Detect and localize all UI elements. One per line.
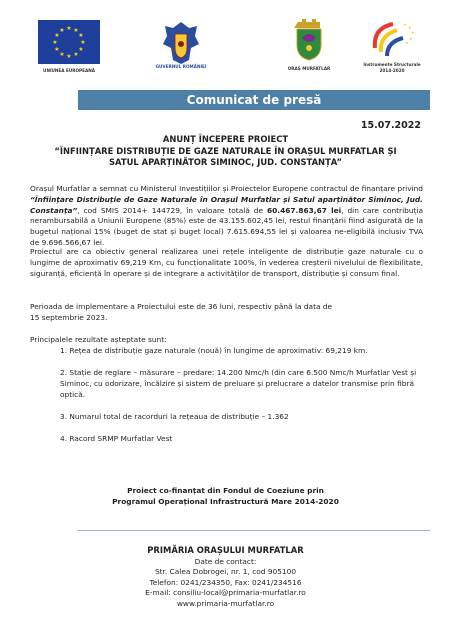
p3-line-1: Perioada de implementare a Proiectului este de 36 luni, respectiv până la data de <box>30 302 333 311</box>
eu-flag-icon <box>38 20 100 64</box>
footer-divider <box>78 530 430 531</box>
paragraph-period <box>30 302 423 324</box>
eu-caption: UNIUNEA EUROPEANĂ <box>43 68 95 73</box>
announcement-title <box>30 134 421 169</box>
romania-crest-icon <box>155 20 207 70</box>
svg-text:★: ★ <box>59 27 65 34</box>
government-logo <box>155 20 207 74</box>
structural-funds-logo <box>369 18 417 64</box>
svg-text:★: ★ <box>411 30 415 35</box>
press-release-banner: Comunicat de presă <box>78 90 430 110</box>
svg-text:★: ★ <box>66 53 72 60</box>
svg-text:★: ★ <box>73 51 79 58</box>
contact-footer <box>30 545 421 610</box>
result-item-1: 1. Rețea de distribuție gaze naturale (nouă) în lungime de aproximativ: 69,219 km. <box>60 346 368 355</box>
town-logo <box>294 18 324 66</box>
murfatlar-crest-icon <box>294 18 324 62</box>
svg-text:★: ★ <box>66 25 72 32</box>
sf-caption-2: 2014-2020 <box>379 68 405 73</box>
footer-address: Str. Calea Dobrogei, nr. 1, cod 905100 <box>154 567 297 577</box>
svg-text:★: ★ <box>78 32 84 39</box>
funding-statement <box>30 485 421 507</box>
p1-text-a: Orașul Murfatlar a semnat cu Ministerul Investițiilor și Proiectelor Europene contractul de finanțare privind <box>30 184 423 193</box>
title-line-1: ANUNȚ ÎNCEPERE PROIECT <box>162 134 289 144</box>
footer-website: www.primaria-murfatlar.ro <box>176 598 275 608</box>
svg-text:★: ★ <box>54 46 60 53</box>
result-item-2: 2. Stație de reglare – măsurare – predare: 14.200 Nmc/h (din care 6.500 Nmc/h Murfatlar Vest și Siminoc, cu odorizare, încălzire și sistem de preluare și prelucrare a datelor transmise prin fibră optică. <box>60 368 417 399</box>
svg-text:★: ★ <box>405 40 409 45</box>
funding-line-2: Programul Operațional Infrastructură Mare 2014-2020 <box>112 497 339 506</box>
svg-text:★: ★ <box>403 22 407 27</box>
sf-caption-1: Instrumente Structurale <box>363 62 421 67</box>
paragraph-contract <box>30 184 423 249</box>
footer-phone-fax: Telefon: 0241/234350, Fax: 0241/234516 <box>149 577 302 587</box>
p1-total-value: 60.467.863,67 lei <box>267 205 342 215</box>
gov-caption: GUVERNUL ROMÂNIEI <box>155 64 207 69</box>
p3-line-2: 15 septembrie 2023. <box>30 312 108 322</box>
funding-line-1: Proiect co-finanțat din Fondul de Coeziune prin <box>127 486 324 495</box>
svg-text:★: ★ <box>408 25 412 30</box>
logo-bar <box>0 0 451 90</box>
result-item-4: 4. Racord SRMP Murfatlar Vest <box>60 434 173 443</box>
svg-text:★: ★ <box>52 39 58 46</box>
svg-text:★: ★ <box>54 32 60 39</box>
paragraph-results-intro: Principalele rezultate așteptate sunt: <box>30 335 167 344</box>
title-line-2: “ÎNFIINȚARE DISTRIBUȚIE DE GAZE NATURALE ÎN ORAȘUL MURFATLAR ȘI <box>54 145 397 156</box>
release-date: 15.07.2022 <box>360 120 421 131</box>
result-item-3: 3. Numarul total de racorduri la rețeaua de distribuție – 1.362 <box>60 412 289 421</box>
town-caption: ORAȘ MURFATLAR <box>287 66 331 71</box>
p1-project-name: “Înființare Distribuție de Gaze Naturale în Orașul Murfatlar și Satul aparținător Siminoc, Jud. Constanța” <box>30 194 423 215</box>
svg-text:★: ★ <box>409 36 413 41</box>
paragraph-objective: Proiectul are ca obiectiv general realizarea unei rețele inteligente de distribuție gaze naturale cu o lungime de aproximativ 69,219 Km, cu funcționalitate 100%, în vederea creșterii nivelului de flexibilitate, siguranță, eficiență în operare și de integrare a activităților de transport, distribuție și consum final. <box>30 247 423 278</box>
eu-flag-logo <box>38 20 100 68</box>
svg-text:★: ★ <box>78 46 84 53</box>
svg-text:★: ★ <box>80 39 86 46</box>
title-line-3: SATUL APARȚINĂTOR SIMINOC, JUD. CONSTANȚA” <box>109 157 342 167</box>
footer-email: E-mail: consiliu-local@primaria-murfatlar.ro <box>145 588 306 598</box>
svg-text:★: ★ <box>59 51 65 58</box>
p1-text-e: , din care contribuția nerambursabilă a Uniunii Europene (85%) este de 43.155.602,45 lei, restul finanțării fiind asigurată de la bugetul național 15% (buget de stat și buget local) 7.615.694,55 lei și valoarea ne-eligibilă inclusiv TVA de 9.696.566,67 lei. <box>30 205 424 247</box>
footer-contact-label: Date de contact: <box>194 556 257 566</box>
structural-funds-icon <box>369 18 417 60</box>
svg-text:★: ★ <box>73 27 79 34</box>
footer-title: PRIMĂRIA ORAȘULUI MURFATLAR <box>147 545 304 555</box>
p1-text-c: , cod SMIS 2014+ 144729, în valoare totală de <box>77 205 268 215</box>
